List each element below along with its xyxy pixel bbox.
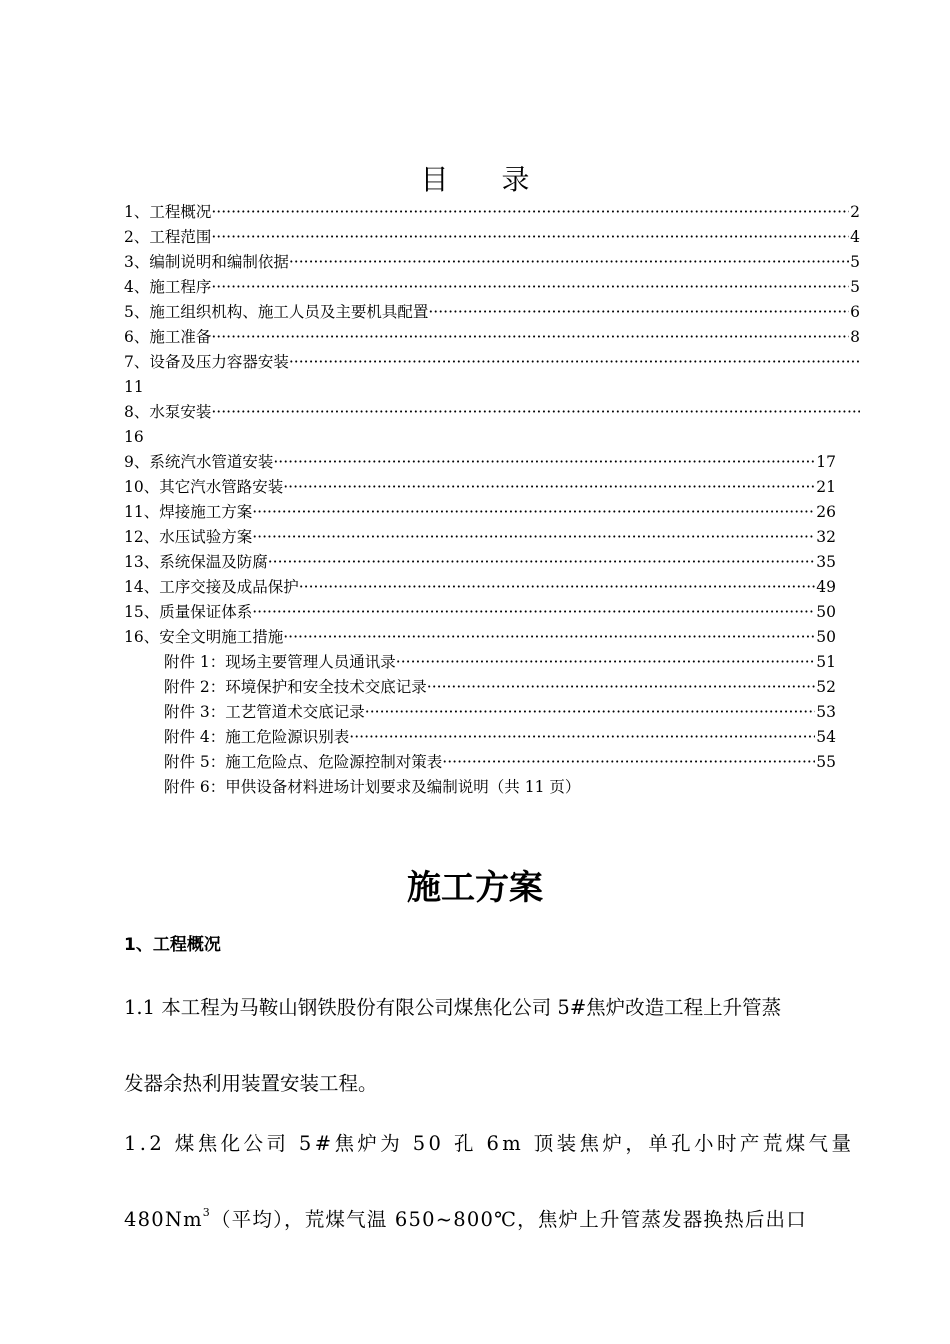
toc-appendix-page: 53 bbox=[816, 703, 836, 721]
toc-entry-label: 7、设备及压力容器安装 bbox=[124, 353, 289, 371]
toc-entry-page: 16 bbox=[124, 428, 144, 446]
toc-entry-label: 15、质量保证体系 bbox=[124, 603, 253, 621]
toc-entry[interactable] bbox=[124, 475, 860, 500]
toc-entry[interactable] bbox=[124, 625, 860, 650]
toc-entry-label: 4、施工程序 bbox=[124, 278, 212, 296]
toc-appendix-label: 附件 3：工艺管道术交底记录 bbox=[164, 703, 365, 721]
toc-leader bbox=[289, 250, 849, 275]
toc-leader bbox=[273, 450, 815, 475]
toc-leader bbox=[427, 675, 815, 700]
toc-appendix-label: 附件 1：现场主要管理人员通讯录 bbox=[164, 653, 396, 671]
toc-leader bbox=[365, 700, 815, 725]
toc-entry[interactable] bbox=[124, 600, 860, 625]
toc-leader bbox=[211, 400, 860, 425]
toc-entry-page: 17 bbox=[816, 453, 836, 471]
toc-entry-page: 2 bbox=[850, 203, 860, 221]
toc-appendix-label: 附件 4：施工危险源识别表 bbox=[164, 728, 350, 746]
toc-entry-page: 49 bbox=[816, 578, 836, 596]
toc-entry-label: 1、工程概况 bbox=[124, 203, 212, 221]
toc-entry[interactable] bbox=[124, 325, 860, 350]
toc-appendix-label: 附件 5：施工危险点、危险源控制对策表 bbox=[164, 753, 443, 771]
toc-entry[interactable] bbox=[124, 400, 860, 425]
toc-entry-page: 5 bbox=[850, 278, 860, 296]
toc-entry-label: 12、水压试验方案 bbox=[124, 528, 253, 546]
toc-entry-page: 11 bbox=[124, 378, 144, 396]
toc-entry[interactable] bbox=[124, 575, 860, 600]
toc-entry-page: 4 bbox=[850, 228, 860, 246]
toc-leader bbox=[211, 275, 849, 300]
paragraph-text: （平均），荒煤气温 650~800℃，焦炉上升管蒸发器换热后出口 bbox=[210, 1208, 807, 1231]
table-of-contents bbox=[124, 200, 860, 800]
toc-entry[interactable] bbox=[124, 450, 860, 475]
toc-entry[interactable] bbox=[124, 200, 860, 225]
toc-entry-page: 50 bbox=[816, 628, 836, 646]
toc-leader bbox=[211, 200, 849, 225]
toc-leader bbox=[211, 225, 849, 250]
toc-title: 目 录 bbox=[420, 163, 552, 196]
toc-entry-page: 21 bbox=[816, 478, 836, 496]
toc-entry-label: 3、编制说明和编制依据 bbox=[124, 253, 289, 271]
toc-entry-page: 50 bbox=[816, 603, 836, 621]
toc-entry[interactable] bbox=[124, 500, 860, 525]
toc-entry[interactable] bbox=[124, 250, 860, 275]
toc-appendix-entry[interactable] bbox=[124, 775, 860, 800]
section-heading: 1、工程概况 bbox=[124, 935, 221, 955]
toc-entry-label: 16、安全文明施工措施 bbox=[124, 628, 284, 646]
toc-appendix-entry[interactable] bbox=[124, 650, 860, 675]
toc-leader bbox=[252, 525, 815, 550]
toc-entry-label: 2、工程范围 bbox=[124, 228, 212, 246]
toc-entry[interactable] bbox=[124, 275, 860, 300]
toc-appendix-page: 51 bbox=[816, 653, 836, 671]
toc-appendix-page: 54 bbox=[816, 728, 836, 746]
toc-entry-label: 5、施工组织机构、施工人员及主要机具配置 bbox=[124, 303, 429, 321]
toc-leader bbox=[396, 650, 815, 675]
toc-entry-label: 10、其它汽水管路安装 bbox=[124, 478, 284, 496]
toc-entry-page: 5 bbox=[850, 253, 860, 271]
paragraph-line bbox=[124, 1204, 860, 1232]
toc-entry[interactable] bbox=[124, 550, 860, 575]
toc-entry-page: 8 bbox=[850, 328, 860, 346]
toc-appendix-entry[interactable] bbox=[124, 675, 860, 700]
toc-entry-page: 6 bbox=[850, 303, 860, 321]
toc-leader bbox=[252, 500, 815, 525]
toc-leader bbox=[442, 750, 815, 775]
toc-leader bbox=[268, 550, 816, 575]
toc-appendix-label: 附件 2：环境保护和安全技术交底记录 bbox=[164, 678, 427, 696]
toc-entry-label: 8、水泵安装 bbox=[124, 403, 212, 421]
toc-appendix-entry[interactable] bbox=[124, 725, 860, 750]
toc-entry[interactable] bbox=[124, 350, 860, 375]
paragraph-line: 1.2 煤焦化公司 5#焦炉为 50 孔 6m 顶装焦炉，单孔小时产荒煤气量 bbox=[124, 1132, 855, 1155]
toc-leader bbox=[299, 575, 816, 600]
toc-leader bbox=[283, 625, 815, 650]
toc-appendix-page: 52 bbox=[816, 678, 836, 696]
toc-entry-label: 6、施工准备 bbox=[124, 328, 212, 346]
toc-leader bbox=[283, 475, 815, 500]
toc-entry[interactable] bbox=[124, 225, 860, 250]
toc-entry-label: 13、系统保温及防腐 bbox=[124, 553, 268, 571]
paragraph-line: 1.1 本工程为马鞍山钢铁股份有限公司煤焦化公司 5#焦炉改造工程上升管蒸 bbox=[124, 996, 782, 1019]
toc-appendix-label: 附件 6：甲供设备材料进场计划要求及编制说明（共 11 页） bbox=[164, 778, 581, 796]
document-title: 施工方案 bbox=[407, 868, 543, 908]
toc-entry-label: 14、工序交接及成品保护 bbox=[124, 578, 299, 596]
toc-entry-page: 32 bbox=[816, 528, 836, 546]
toc-entry-page: 26 bbox=[816, 503, 836, 521]
paragraph-line: 发器余热利用装置安装工程。 bbox=[124, 1072, 378, 1095]
toc-leader bbox=[349, 725, 815, 750]
toc-appendix-entry[interactable] bbox=[124, 700, 860, 725]
toc-entry-page: 35 bbox=[816, 553, 836, 571]
toc-appendix-entry[interactable] bbox=[124, 750, 860, 775]
toc-appendix-page: 55 bbox=[816, 753, 836, 771]
flow-unit-text: 480Nm bbox=[124, 1208, 203, 1231]
toc-entry-label: 9、系统汽水管道安装 bbox=[124, 453, 274, 471]
toc-leader bbox=[289, 350, 860, 375]
toc-entry[interactable] bbox=[124, 300, 860, 325]
toc-entry[interactable] bbox=[124, 525, 860, 550]
toc-leader bbox=[252, 600, 815, 625]
toc-entry-label: 11、焊接施工方案 bbox=[124, 503, 253, 521]
toc-leader bbox=[211, 325, 849, 350]
toc-leader bbox=[428, 300, 849, 325]
superscript: 3 bbox=[202, 1206, 211, 1219]
